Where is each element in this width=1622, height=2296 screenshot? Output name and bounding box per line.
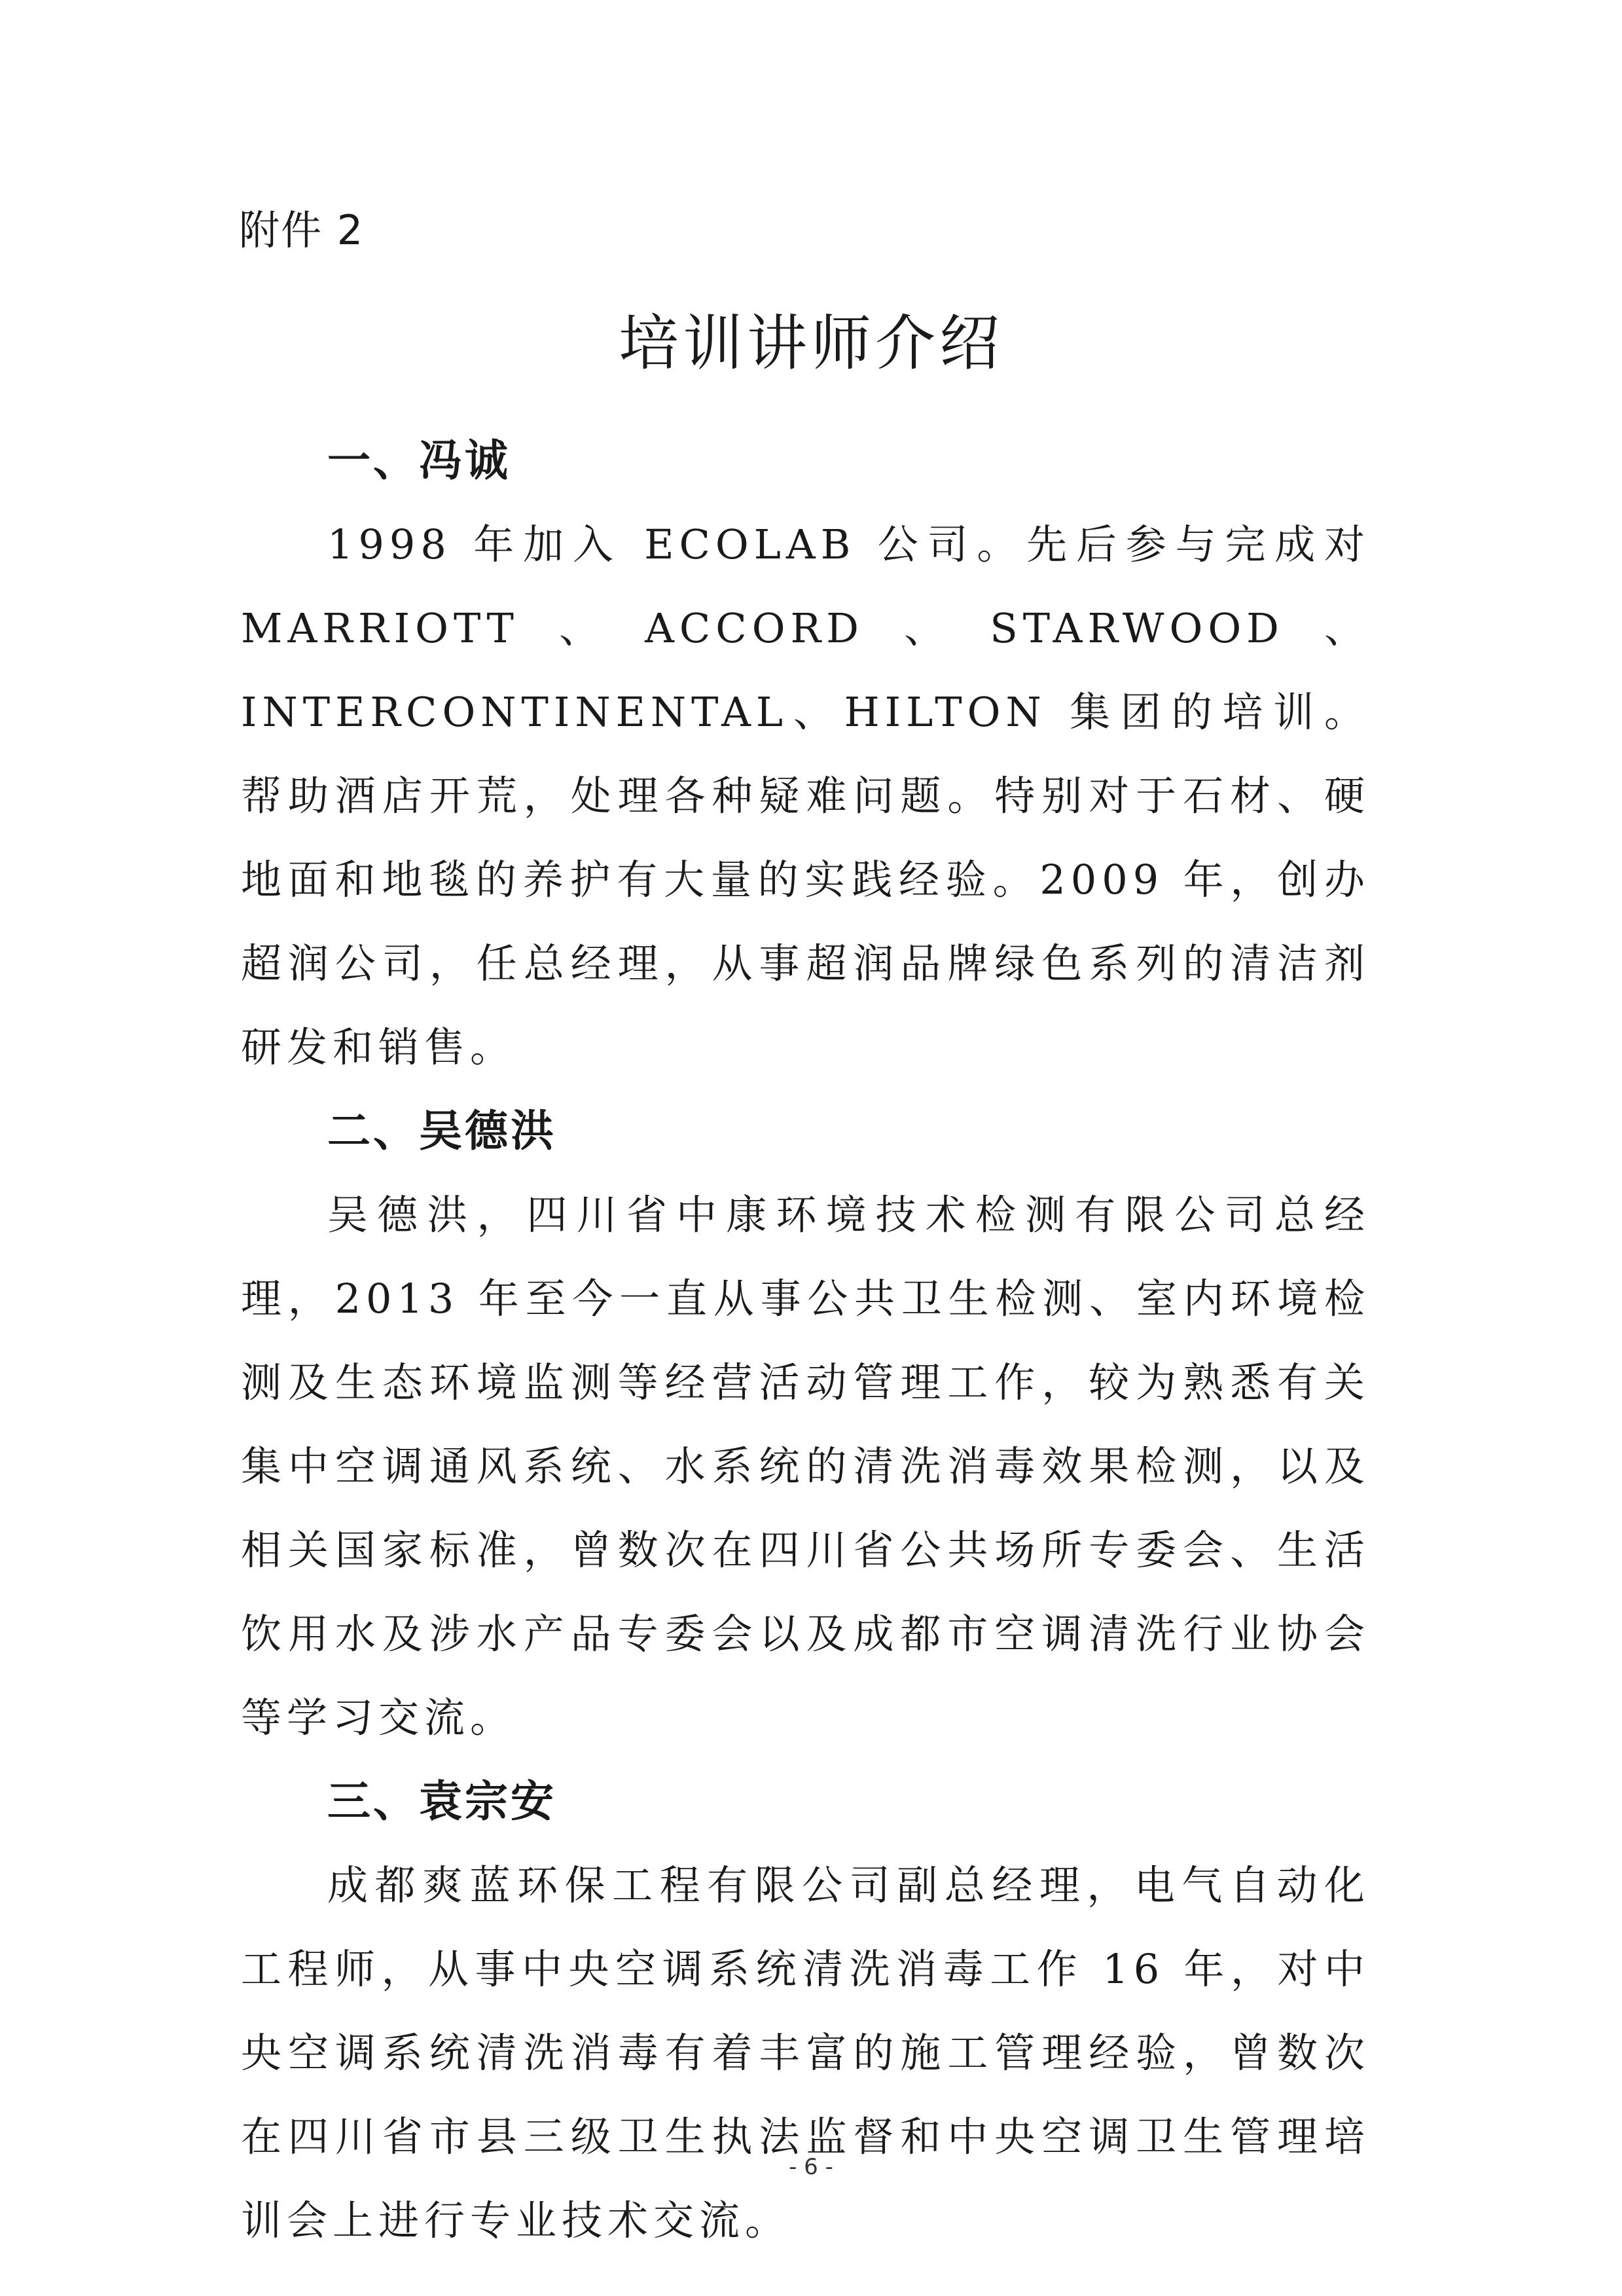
document-body bbox=[241, 419, 1370, 2263]
section-feng-cheng bbox=[241, 419, 1370, 1089]
page-number: - 6 - bbox=[789, 2154, 833, 2180]
section-heading: 一、冯诚 bbox=[327, 435, 511, 486]
document-title: 培训讲师介绍 bbox=[618, 308, 1003, 378]
section-paragraph: 吴德洪，四川省中康环境技术检测有限公司总经理，2013 年至今一直从事公共卫生检测、室内环境检测及生态环境监测等经营活动管理工作，较为熟悉有关集中空调通风系统、水系统的清洗消毒效果检测，以及相关国家标准，曾数次在四川省公共场所专委会、生活饮用水及涉水产品专委会以及成都市空调清洗行业协会等学习交流。 bbox=[241, 1191, 1370, 1741]
attachment-label: 附件 2 bbox=[239, 206, 365, 254]
section-heading: 三、袁宗安 bbox=[327, 1776, 556, 1827]
section-paragraph: 1998 年加入 ECOLAB 公司。先后参与完成对 MARRIOTT、ACCORD、STARWOOD、INTERCONTINENTAL、HILTON 集团的培训。帮助酒店开荒，处理各种疑难问题。特别对于石材、硬地面和地毯的养护有大量的实践经验。2009 年，创办超润公司，任总经理，从事超润品牌绿色系列的清洁剂研发和销售。 bbox=[241, 520, 1370, 1071]
section-wu-dehong bbox=[241, 1089, 1370, 1760]
section-heading: 二、吴德洪 bbox=[327, 1106, 556, 1156]
section-paragraph: 成都爽蓝环保工程有限公司副总经理，电气自动化工程师，从事中央空调系统清洗消毒工作 16 年，对中央空调系统清洗消毒有着丰富的施工管理经验，曾数次在四川省市县三级卫生执法监督和中央空调卫生管理培训会上进行专业技术交流。 bbox=[241, 1861, 1370, 2244]
section-yuan-zongan bbox=[241, 1760, 1370, 2263]
